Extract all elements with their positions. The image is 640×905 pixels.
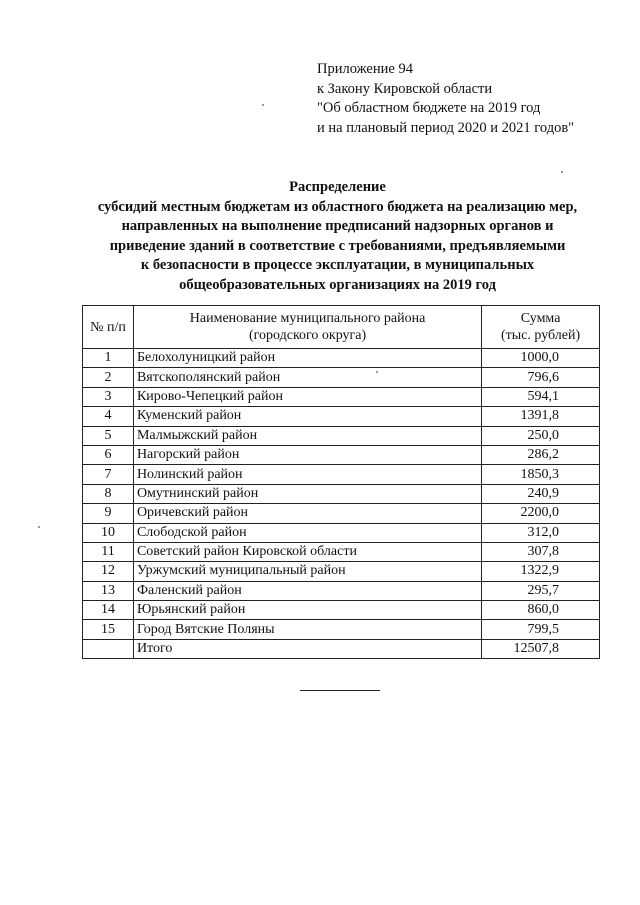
row-amount: 1000,0 <box>482 349 600 368</box>
row-amount: 799,5 <box>482 620 600 639</box>
document-heading <box>70 178 605 295</box>
header-number-label: № п/п <box>90 319 126 335</box>
row-name: Вятскополянский район <box>133 368 481 387</box>
row-name: Слободской район <box>133 523 481 542</box>
row-name: Фаленский район <box>133 581 481 600</box>
table-row <box>83 484 600 503</box>
row-name: Юрьянский район <box>133 601 481 620</box>
table-row <box>83 349 600 368</box>
row-number: 14 <box>83 601 134 620</box>
row-amount: 286,2 <box>482 445 600 464</box>
table-row <box>83 504 600 523</box>
row-amount: 796,6 <box>482 368 600 387</box>
appendix-law-title: "Об областном бюджете на 2019 год <box>317 100 541 116</box>
header-name <box>133 306 481 349</box>
row-amount: 2200,0 <box>482 504 600 523</box>
row-number: 11 <box>83 542 134 561</box>
table-row <box>83 387 600 406</box>
row-amount: 250,0 <box>482 426 600 445</box>
appendix-law: к Закону Кировской области <box>317 80 493 97</box>
scan-speck <box>376 371 378 373</box>
table-row <box>83 523 600 542</box>
table-row <box>83 445 600 464</box>
table-row <box>83 562 600 581</box>
heading-line: приведение зданий в соответствие с требованиями, предъявляемыми <box>109 237 566 254</box>
row-amount: 594,1 <box>482 387 600 406</box>
table-row <box>83 407 600 426</box>
table-row <box>83 620 600 639</box>
table-row <box>83 465 600 484</box>
heading-line: к безопасности в процессе эксплуатации, в муниципальных <box>140 257 535 273</box>
row-name: Город Вятские Поляны <box>133 620 481 639</box>
header-amount <box>482 306 600 349</box>
row-number: 9 <box>83 504 134 523</box>
row-amount: 1322,9 <box>482 562 600 581</box>
row-name: Оричевский район <box>133 504 481 523</box>
scan-speck <box>262 104 264 106</box>
row-number: 12 <box>83 562 134 581</box>
header-number <box>83 306 134 349</box>
table-row <box>83 581 600 600</box>
row-number: 13 <box>83 581 134 600</box>
header-amount-line2: (тыс. рублей) <box>501 328 581 343</box>
end-divider <box>300 690 380 691</box>
row-name: Омутнинский район <box>133 484 481 503</box>
row-name: Нолинский район <box>133 465 481 484</box>
heading-title: Распределение <box>289 179 386 195</box>
row-amount: 295,7 <box>482 581 600 600</box>
row-name: Нагорский район <box>133 445 481 464</box>
row-amount: 860,0 <box>482 601 600 620</box>
heading-line: направленных на выполнение предписаний надзорных органов и <box>121 218 554 234</box>
row-number: 5 <box>83 426 134 445</box>
row-amount: 312,0 <box>482 523 600 542</box>
total-amount: 12507,8 <box>482 639 600 658</box>
row-name: Куменский район <box>133 407 481 426</box>
row-name: Кирово-Чепецкий район <box>133 387 481 406</box>
row-amount: 1850,3 <box>482 465 600 484</box>
scan-speck <box>561 171 563 173</box>
row-number: 7 <box>83 465 134 484</box>
row-name: Советский район Кировской области <box>133 542 481 561</box>
table-row <box>83 368 600 387</box>
table-header-row <box>83 306 600 349</box>
appendix-number: Приложение 94 <box>317 61 413 77</box>
subsidy-table <box>82 305 600 659</box>
row-amount: 1391,8 <box>482 407 600 426</box>
row-name: Белохолуницкий район <box>133 349 481 368</box>
row-number: 3 <box>83 387 134 406</box>
row-number: 15 <box>83 620 134 639</box>
heading-line: общеобразовательных организациях на 2019 год <box>179 276 496 293</box>
row-number: 1 <box>83 349 134 368</box>
row-name: Малмыжский район <box>133 426 481 445</box>
appendix-header <box>317 60 574 138</box>
appendix-law-period: и на плановый период 2020 и 2021 годов" <box>317 119 575 136</box>
header-amount-line1: Сумма <box>520 311 561 326</box>
total-number <box>83 639 134 658</box>
row-amount: 240,9 <box>482 484 600 503</box>
scan-speck <box>38 526 40 528</box>
row-number: 10 <box>83 523 134 542</box>
table-total-row <box>83 639 600 658</box>
heading-line: субсидий местным бюджетам из областного бюджета на реализацию мер, <box>97 198 578 215</box>
table-row <box>83 426 600 445</box>
row-amount: 307,8 <box>482 542 600 561</box>
row-number: 8 <box>83 484 134 503</box>
row-number: 4 <box>83 407 134 426</box>
header-name-line2: (городского округа) <box>248 328 367 343</box>
table-row <box>83 601 600 620</box>
row-number: 6 <box>83 445 134 464</box>
row-number: 2 <box>83 368 134 387</box>
header-name-line1: Наименование муниципального района <box>189 311 426 326</box>
total-label: Итого <box>133 639 481 658</box>
table-row <box>83 542 600 561</box>
row-name: Уржумский муниципальный район <box>133 562 481 581</box>
